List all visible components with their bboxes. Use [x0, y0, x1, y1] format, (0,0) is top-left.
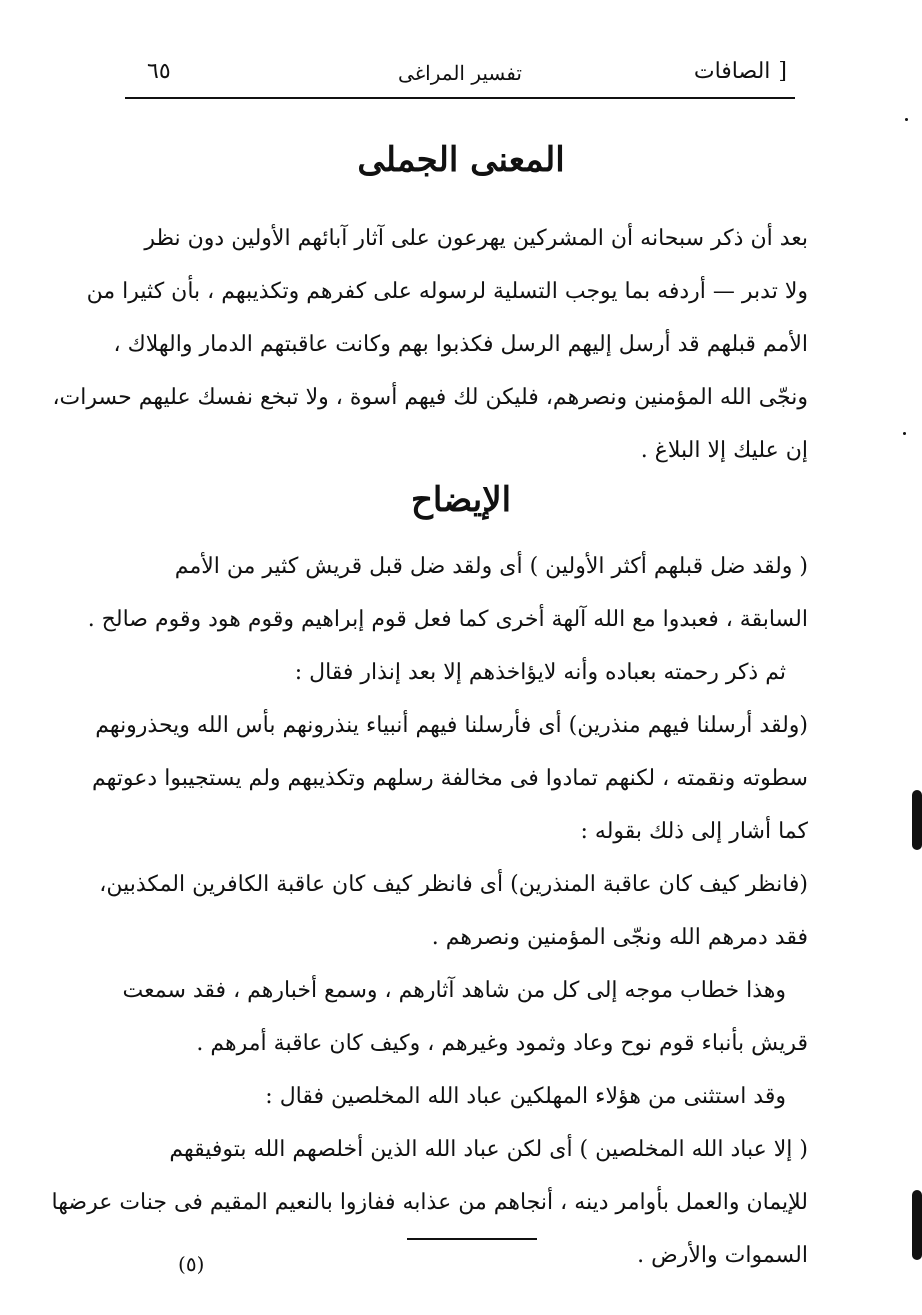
general-meaning-paragraph — [52, 212, 808, 477]
text-line: ثم ذكر رحمته بعباده وأنه لايؤاخذهم إلا بعد إنذار فقال : — [294, 660, 786, 685]
surah-name-group — [694, 59, 787, 84]
text-line: وهذا خطاب موجه إلى كل من شاهد آثارهم ، وسمع أخبارهم ، فقد سمعت — [122, 978, 786, 1003]
book-title: تفسير المراغى — [398, 61, 522, 85]
scan-speck — [903, 432, 906, 435]
scan-edge-mark — [912, 1190, 922, 1260]
text-line: وقد استثنى من هؤلاء المهلكين عباد الله المخلصين فقال : — [265, 1084, 786, 1109]
header-bracket: ] — [778, 59, 787, 84]
section-title-general-meaning: المعنى الجملى — [357, 140, 565, 180]
page-number: ٦٥ — [147, 59, 171, 84]
text-line: للإيمان والعمل بأوامر دينه ، أنجاهم من عذابه ففازوا بالنعيم المقيم فى جنات عرضها — [51, 1190, 808, 1215]
page-header — [125, 55, 795, 99]
text-line: السابقة ، فعبدوا مع الله آلهة أخرى كما فعل قوم إبراهيم وقوم هود وقوم صالح . — [87, 607, 808, 632]
surah-name: الصافات — [693, 59, 771, 84]
explanation-paragraph — [51, 540, 808, 1282]
text-line: إن عليك إلا البلاغ . — [640, 438, 808, 463]
text-line: فقد دمرهم الله ونجّى المؤمنين ونصرهم . — [431, 925, 808, 950]
text-line: بعد أن ذكر سبحانه أن المشركين يهرعون على آثار آبائهم الأولين دون نظر — [144, 226, 808, 251]
text-line: سطوته ونقمته ، لكنهم تمادوا فى مخالفة رسلهم وتكذيبهم ولم يستجيبوا دعوتهم — [92, 766, 808, 791]
text-line: قريش بأنباء قوم نوح وعاد وثمود وغيرهم ، وكيف كان عاقبة أمرهم . — [196, 1031, 808, 1056]
signature-number: (٥) — [178, 1252, 205, 1276]
text-line: ولا تدبر — أردفه بما يوجب التسلية لرسوله على كفرهم وتكذيبهم ، بأن كثيرا من — [86, 279, 808, 304]
section-title-explanation: الإيضاح — [410, 480, 512, 520]
text-line: ونجّى الله المؤمنين ونصرهم، فليكن لك فيهم أسوة ، ولا تبخع نفسك عليهم حسرات، — [52, 385, 808, 410]
footer-rule — [407, 1238, 537, 1240]
text-line: ( ولقد ضل قبلهم أكثر الأولين ) أى ولقد ضل قبل قريش كثير من الأمم — [174, 554, 808, 579]
text-line: الأمم قبلهم قد أرسل إليهم الرسل فكذبوا بهم وكانت عاقبتهم الدمار والهلاك ، — [113, 332, 808, 357]
text-line: ( إلا عباد الله المخلصين ) أى لكن عباد الله الذين أخلصهم الله بتوفيقهم — [169, 1137, 808, 1162]
scan-edge-mark — [912, 790, 922, 850]
text-line: (فانظر كيف كان عاقبة المنذرين) أى فانظر كيف كان عاقبة الكافرين المكذبين، — [99, 872, 808, 897]
scan-speck — [905, 118, 908, 121]
text-line: السموات والأرض . — [637, 1243, 808, 1268]
text-line: (ولقد أرسلنا فيهم منذرين) أى فأرسلنا فيهم أنبياء ينذرونهم بأس الله ويحذرونهم — [95, 713, 808, 738]
text-line: كما أشار إلى ذلك بقوله : — [580, 819, 808, 844]
